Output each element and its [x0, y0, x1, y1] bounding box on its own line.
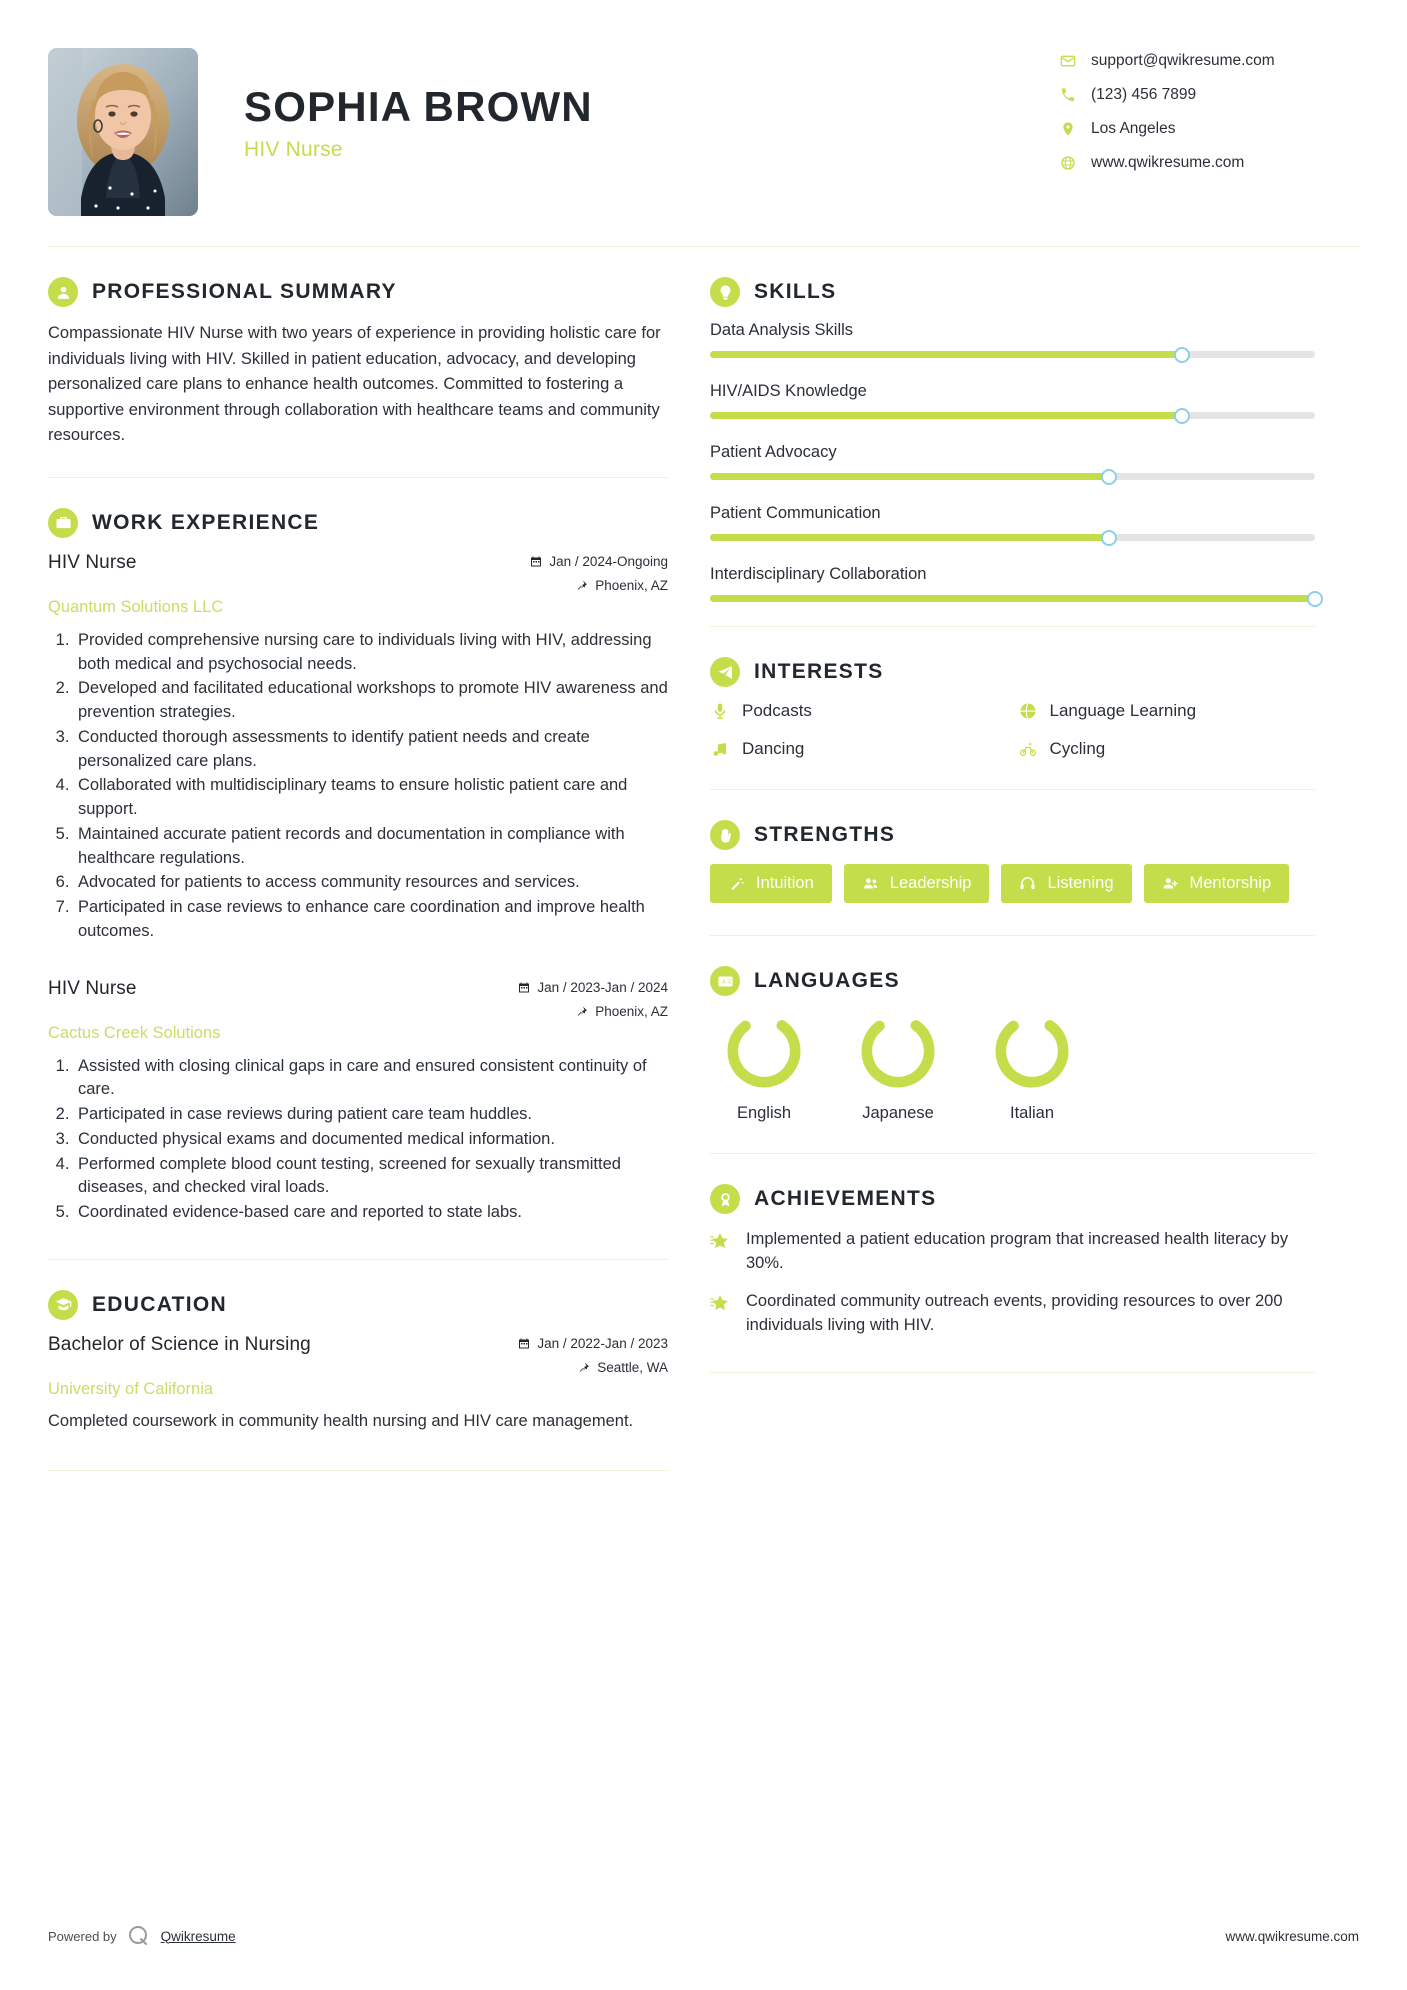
language-progress-ring — [723, 1010, 805, 1092]
list-item: 4. Performed complete blood count testing, screened for sexually transmitted diseases, and checked viral loads. — [74, 1153, 668, 1201]
job-dates-text: Jan / 2024-Ongoing — [549, 553, 668, 569]
skill-track[interactable] — [710, 595, 1315, 602]
section-skills — [710, 247, 1315, 602]
language-item — [716, 1010, 812, 1123]
job-dates-text: Jan / 2023-Jan / 2024 — [537, 979, 668, 995]
list-item: 7. Participated in case reviews to enhance care coordination and improve health outcomes. — [74, 896, 668, 944]
languages-title: LANGUAGES — [754, 969, 900, 992]
language-label: Italian — [1009, 1104, 1055, 1122]
achievement-item — [710, 1228, 1315, 1276]
education-dates-text: Jan / 2022-Jan / 2023 — [537, 1335, 668, 1351]
language-item — [984, 1010, 1080, 1123]
skill-track[interactable] — [710, 473, 1315, 480]
job-location — [518, 1004, 668, 1019]
star-icon — [710, 1228, 732, 1276]
star-icon — [710, 1290, 732, 1338]
resume-header — [0, 0, 1407, 216]
experience-title: WORK EXPERIENCE — [92, 510, 320, 534]
graduation-icon — [48, 1290, 78, 1320]
skill-label: Patient Advocacy — [710, 443, 837, 461]
list-item: 2. Participated in case reviews during patient care team huddles. — [74, 1103, 668, 1127]
job-dates — [530, 554, 668, 569]
summary-text: Compassionate HIV Nurse with two years of experience in providing holistic care for individuals living with HIV. Skilled in patient education, advocacy, and developing personalized care plans to enhance health outcomes. Committed to fostering a supportive environment through collaboration with healthcare teams and community resources. — [48, 324, 661, 445]
skill-item — [710, 321, 1315, 358]
job-location-text: Phoenix, AZ — [595, 577, 668, 593]
translate-icon — [710, 966, 740, 996]
school-name: University of California — [48, 1379, 214, 1398]
location-pin-icon — [1059, 120, 1077, 138]
education-divider — [48, 1470, 668, 1471]
experience-entry — [48, 978, 668, 1225]
job-role: HIV Nurse — [48, 551, 137, 573]
contact-website[interactable] — [1059, 154, 1359, 172]
left-column — [48, 247, 668, 1471]
language-label: Japanese — [862, 1104, 934, 1122]
education-title: EDUCATION — [92, 1292, 227, 1316]
skill-label: Patient Communication — [710, 504, 881, 522]
paper-plane-icon — [710, 657, 740, 687]
list-item: 5. Maintained accurate patient records and documentation in compliance with healthcare regulations. — [74, 823, 668, 871]
achievements-divider — [710, 1372, 1315, 1373]
user-plus-icon — [1162, 875, 1179, 892]
skill-label: Data Analysis Skills — [710, 321, 854, 339]
job-bullets — [48, 629, 668, 944]
strengths-heading — [710, 820, 1315, 850]
music-note-icon — [710, 740, 730, 758]
job-meta — [504, 980, 668, 1019]
interest-item — [710, 739, 1008, 759]
footer-website: www.qwikresume.com — [1225, 1928, 1359, 1944]
microphone-icon — [710, 702, 730, 720]
skill-item — [710, 565, 1315, 602]
language-progress-ring — [857, 1010, 939, 1092]
job-bullets — [48, 1055, 668, 1225]
globe-icon — [1059, 154, 1077, 172]
interest-item — [1018, 739, 1316, 759]
candidate-name: SOPHIA BROWN — [244, 83, 593, 130]
skills-title: SKILLS — [754, 280, 837, 303]
profile-photo — [48, 48, 198, 216]
list-item: 6. Advocated for patients to access community resources and services. — [74, 871, 668, 895]
lightbulb-icon — [710, 277, 740, 307]
candidate-title: HIV Nurse — [244, 138, 343, 162]
language-item — [850, 1010, 946, 1123]
pushpin-icon — [576, 1005, 588, 1018]
job-dates — [518, 980, 668, 995]
interest-label: Cycling — [1049, 739, 1106, 758]
education-location — [518, 1360, 668, 1375]
language-label: English — [736, 1104, 792, 1122]
powered-by-block — [48, 1924, 236, 1948]
name-block — [198, 48, 1059, 162]
strength-label: Listening — [1047, 874, 1114, 892]
pushpin-icon — [576, 579, 588, 592]
award-icon — [710, 1184, 740, 1214]
qwikresume-logo-icon — [127, 1924, 151, 1948]
interest-item — [1018, 701, 1316, 721]
section-professional-summary — [48, 247, 668, 449]
contact-phone[interactable] — [1059, 86, 1359, 104]
experience-entry — [48, 552, 668, 944]
right-column — [710, 247, 1315, 1471]
calendar-icon — [518, 981, 530, 994]
contact-location — [1059, 120, 1359, 138]
education-dates — [518, 1336, 668, 1351]
phone-icon — [1059, 86, 1077, 104]
magic-wand-icon — [728, 875, 745, 892]
skills-heading — [710, 277, 1315, 307]
section-interests — [710, 627, 1315, 759]
calendar-icon — [518, 1337, 530, 1350]
job-meta — [516, 554, 668, 593]
list-item: 1. Assisted with closing clinical gaps in care and ensured consistent continuity of care. — [74, 1055, 668, 1103]
user-circle-icon — [48, 277, 78, 307]
svg-text:文: 文 — [725, 979, 732, 986]
qwikresume-link[interactable]: Qwikresume — [160, 1928, 236, 1944]
section-strengths — [710, 790, 1315, 903]
language-progress-ring — [991, 1010, 1073, 1092]
section-languages — [710, 936, 1315, 1123]
experience-heading — [48, 508, 668, 538]
contact-phone-value: (123) 456 7899 — [1091, 86, 1197, 103]
list-item: 5. Coordinated evidence-based care and reported to state labs. — [74, 1201, 668, 1225]
strength-label: Intuition — [756, 874, 814, 892]
education-entry — [48, 1334, 668, 1434]
interests-title: INTERESTS — [754, 660, 884, 683]
skill-track[interactable] — [710, 412, 1315, 419]
hand-icon — [710, 820, 740, 850]
headphones-icon — [1019, 875, 1036, 892]
strength-tag — [1144, 864, 1290, 903]
list-item: 3. Conducted thorough assessments to identify patient needs and create personalized care plans. — [74, 726, 668, 774]
skill-item — [710, 504, 1315, 541]
achievement-item — [710, 1290, 1315, 1338]
skill-item — [710, 382, 1315, 419]
contact-location-value: Los Angeles — [1091, 120, 1176, 137]
job-company: Quantum Solutions LLC — [48, 597, 224, 616]
contact-email[interactable] — [1059, 52, 1359, 70]
svg-text:A: A — [721, 979, 726, 986]
calendar-icon — [530, 555, 542, 568]
strength-tag — [844, 864, 990, 903]
achievement-text: Implemented a patient education program that increased health literacy by 30%. — [746, 1230, 1289, 1272]
page-footer — [48, 1924, 1359, 1948]
achievements-title: ACHIEVEMENTS — [754, 1187, 937, 1210]
strengths-title: STRENGTHS — [754, 823, 896, 846]
globe-icon — [1018, 702, 1038, 720]
briefcase-icon — [48, 508, 78, 538]
education-location-text: Seattle, WA — [597, 1359, 668, 1375]
summary-title: PROFESSIONAL SUMMARY — [92, 280, 397, 303]
achievements-heading — [710, 1184, 1315, 1214]
job-role: HIV Nurse — [48, 977, 137, 999]
strength-tag — [1001, 864, 1131, 903]
section-education — [48, 1260, 668, 1434]
list-item: 3. Conducted physical exams and documented medical information. — [74, 1128, 668, 1152]
pushpin-icon — [578, 1361, 590, 1374]
users-icon — [862, 875, 879, 892]
job-location — [530, 578, 668, 593]
resume-body — [0, 247, 1407, 1471]
skill-label: Interdisciplinary Collaboration — [710, 565, 927, 583]
list-item: 1. Provided comprehensive nursing care to individuals living with HIV, addressing both medical and psychosocial needs. — [74, 629, 668, 677]
contact-list — [1059, 48, 1359, 172]
skill-track[interactable] — [710, 351, 1315, 358]
list-item: 2. Developed and facilitated educational workshops to promote HIV awareness and prevention strategies. — [74, 677, 668, 725]
strength-tag — [710, 864, 832, 903]
contact-website-value: www.qwikresume.com — [1091, 154, 1245, 171]
skill-track[interactable] — [710, 534, 1315, 541]
powered-by-label: Powered by — [48, 1928, 117, 1944]
section-achievements — [710, 1154, 1315, 1338]
education-description: Completed coursework in community health nursing and HIV care management. — [48, 1411, 634, 1430]
interests-heading — [710, 657, 1315, 687]
interest-item — [710, 701, 1008, 721]
envelope-icon — [1059, 52, 1077, 70]
section-work-experience — [48, 478, 668, 1225]
interest-label: Podcasts — [742, 701, 812, 720]
summary-heading — [48, 277, 668, 307]
interest-label: Dancing — [742, 739, 805, 758]
strength-label: Leadership — [889, 874, 972, 892]
skill-label: HIV/AIDS Knowledge — [710, 382, 867, 400]
languages-heading — [710, 966, 1315, 996]
contact-email-value: support@qwikresume.com — [1091, 52, 1275, 69]
list-item: 4. Collaborated with multidisciplinary teams to ensure holistic patient care and support. — [74, 774, 668, 822]
job-company: Cactus Creek Solutions — [48, 1023, 221, 1042]
education-meta — [504, 1336, 668, 1375]
job-location-text: Phoenix, AZ — [595, 1003, 668, 1019]
education-heading — [48, 1290, 668, 1320]
bicycle-icon — [1018, 740, 1038, 758]
skill-item — [710, 443, 1315, 480]
achievement-text: Coordinated community outreach events, providing resources to over 200 individuals living with HIV. — [746, 1291, 1283, 1334]
degree-name: Bachelor of Science in Nursing — [48, 1333, 311, 1355]
interest-label: Language Learning — [1049, 701, 1197, 720]
strength-label: Mentorship — [1189, 874, 1272, 892]
